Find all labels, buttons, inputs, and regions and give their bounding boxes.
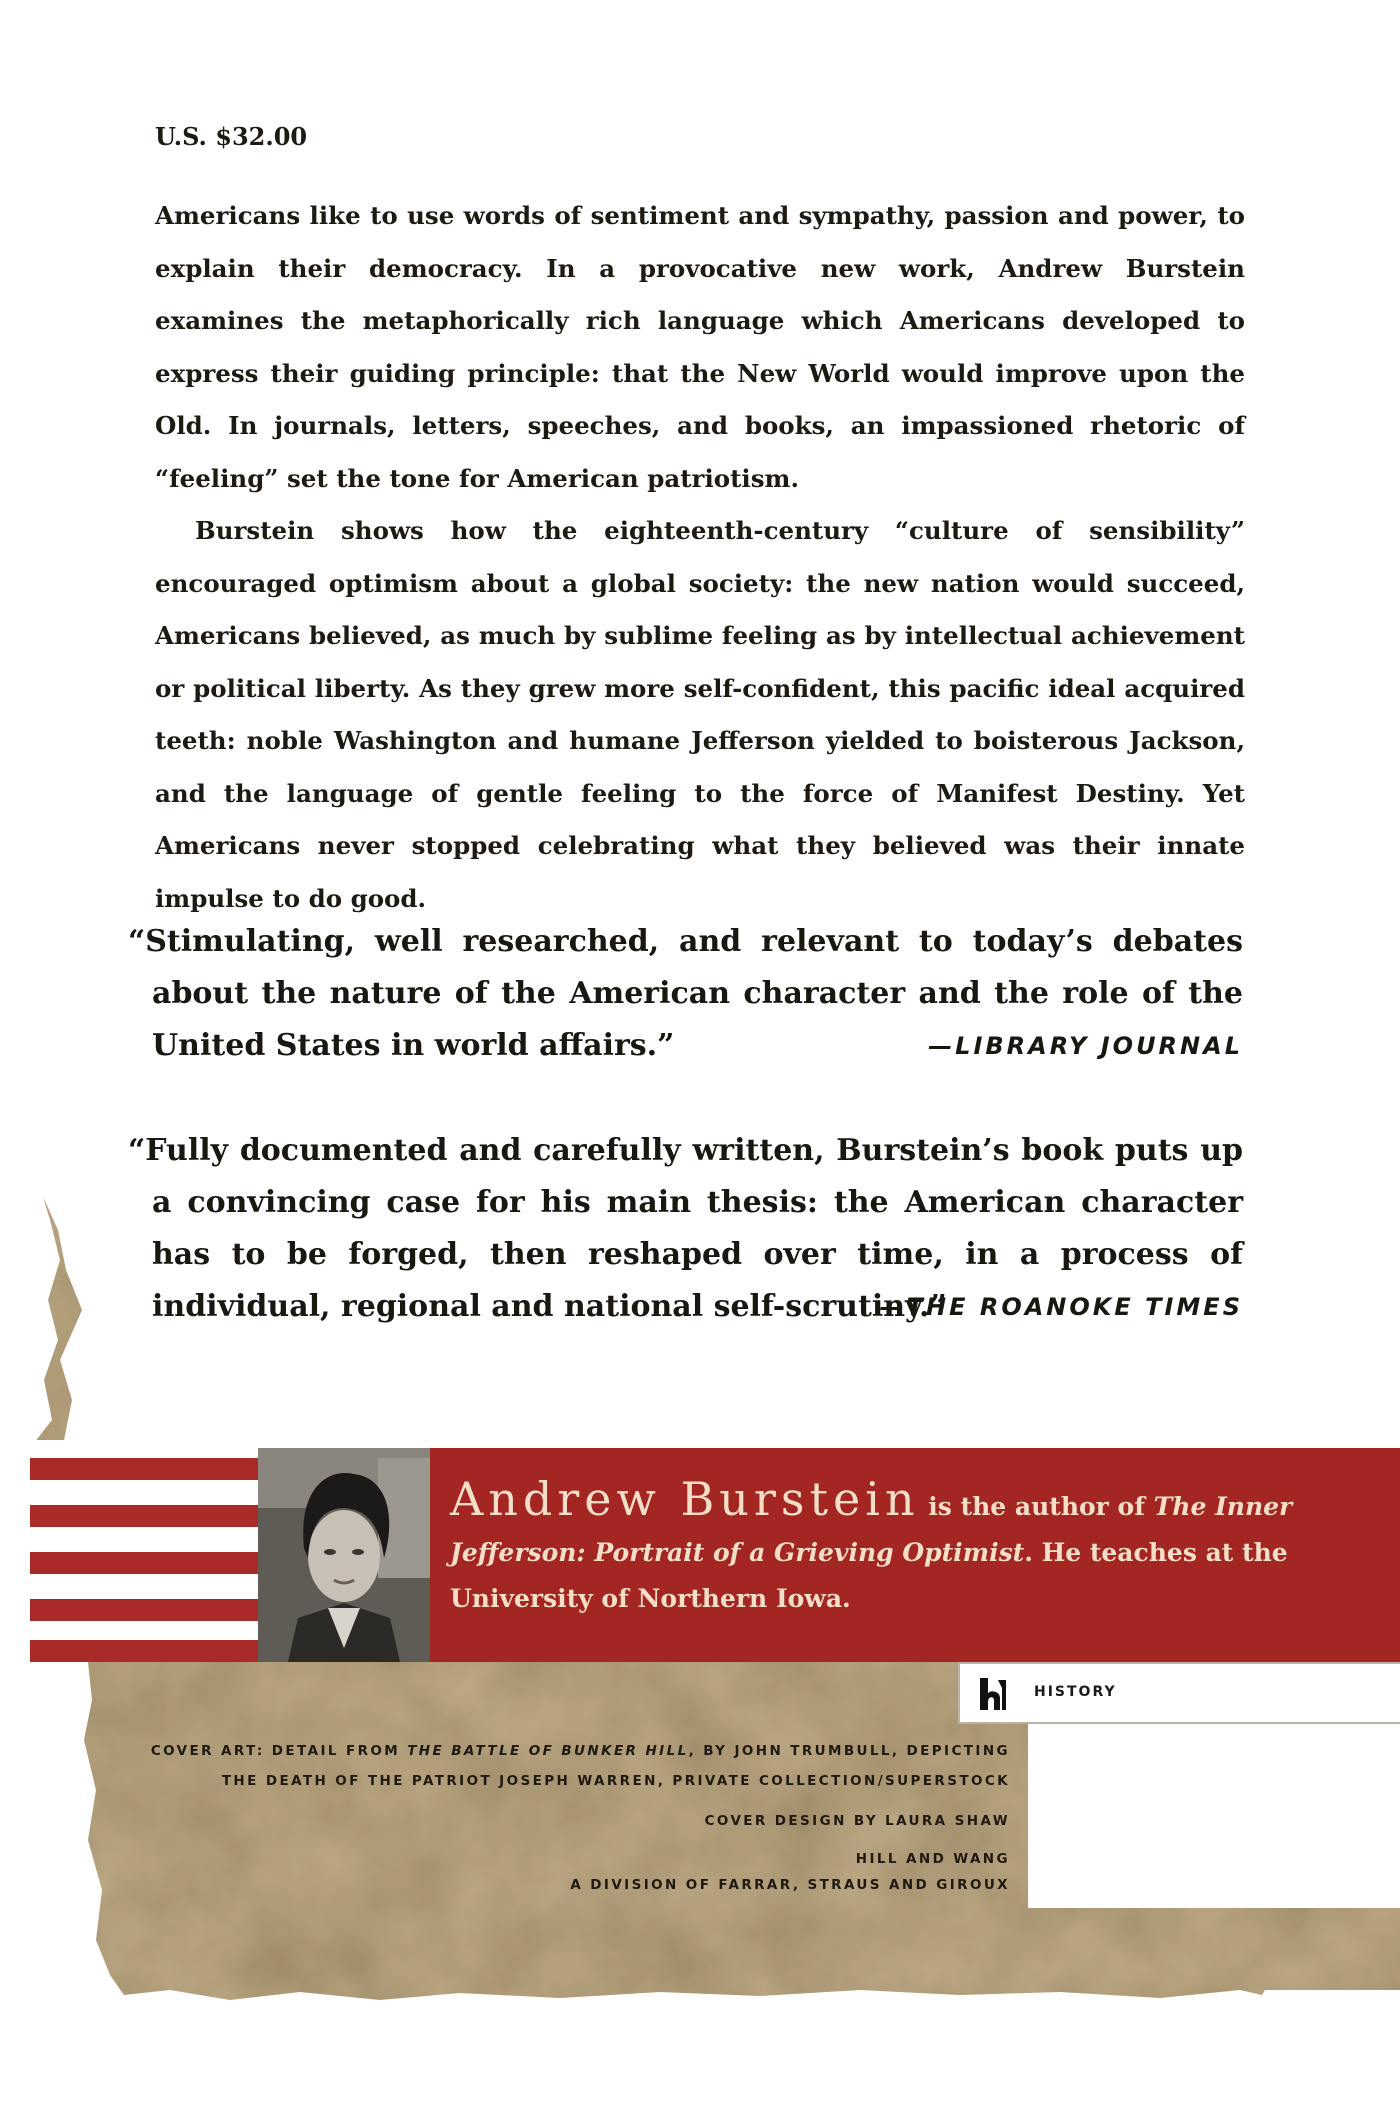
flag-stripe (30, 1505, 258, 1527)
flag-stripe (30, 1552, 258, 1574)
review-source: —LIBRARY JOURNAL (928, 1032, 1243, 1060)
bio-rest: . He teaches at the University of Northern Iowa. (450, 1538, 1288, 1613)
author-photo (258, 1448, 430, 1662)
author-name: Andrew Burstein (450, 1472, 920, 1526)
cover-art-credit-line2: THE DEATH OF THE PATRIOT JOSEPH WARREN, PRIVATE COLLECTION/SUPERSTOCK (221, 1773, 1010, 1789)
credit-artwork-title: THE BATTLE OF BUNKER HILL (407, 1743, 689, 1759)
review-source: —THE ROANOKE TIMES (879, 1293, 1243, 1321)
publisher-name: HILL AND WANG (855, 1851, 1010, 1867)
book-description (155, 190, 1245, 925)
author-bio (450, 1472, 1330, 1622)
bio-lead: is the author of (919, 1492, 1154, 1521)
price-label: U.S. $32.00 (155, 122, 308, 151)
credit-text: COVER ART: DETAIL FROM (150, 1743, 408, 1759)
publisher-logo-icon (974, 1674, 1014, 1714)
description-paragraph: Americans like to use words of sentiment and sympathy, passion and power, to explain their democracy. In a provocative new work, Andrew Burstein examines the metaphorically rich language which Americans developed to express their guiding principle: that the New World would improve upon the Old. In journals, letters, speeches, and books, an impassioned rhetoric of “feeling” set the tone for American patriotism. (155, 201, 1245, 493)
flag-stripe (30, 1599, 258, 1621)
author-portrait-icon (258, 1448, 430, 1662)
flag-stripes (30, 1448, 258, 1662)
cover-design-credit: COVER DESIGN BY LAURA SHAW (704, 1813, 1010, 1829)
review-quote (128, 1125, 1243, 1333)
category-label: HISTORY (1034, 1684, 1117, 1700)
flag-stripe (30, 1640, 258, 1662)
review-text: “Fully documented and carefully written, Burstein’s book puts up a convincing case for his main thesis: the American character has to be forged, then reshaped over time, in a process of individual, regional and national self-scrutiny.” (128, 1133, 1243, 1324)
cover-art-credit (150, 1736, 1010, 1766)
credit-text: , BY JOHN TRUMBULL, DEPICTING (688, 1743, 1010, 1759)
publisher-division: A DIVISION OF FARRAR, STRAUS AND GIROUX (570, 1877, 1010, 1893)
cover-credits (150, 1736, 1010, 1898)
barcode-area (1028, 1724, 1400, 1908)
review-quote (128, 916, 1243, 1072)
author-band (30, 1448, 1400, 1662)
bio-book-title: The Inner Jefferson: Portrait of a Grieving Optimist (450, 1492, 1293, 1567)
review-text: “Stimulating, well researched, and relevant to today’s debates about the nature of the American character and the role of the United States in world affairs.” (128, 924, 1243, 1063)
flag-stripe (30, 1458, 258, 1480)
category-tab (958, 1662, 1400, 1724)
description-paragraph: Burstein shows how the eighteenth-century “culture of sensibility” encouraged optimism about a global society: the new nation would succeed, Americans believed, as much by sublime feeling as by intellectual achievement or political liberty. As they grew more self-confident, this pacific ideal acquired teeth: noble Washington and humane Jefferson yielded to boisterous Jackson, and the language of gentle feeling to the force of Manifest Destiny. Yet Americans never stopped celebrating what they believed was their innate impulse to do good. (155, 516, 1245, 913)
